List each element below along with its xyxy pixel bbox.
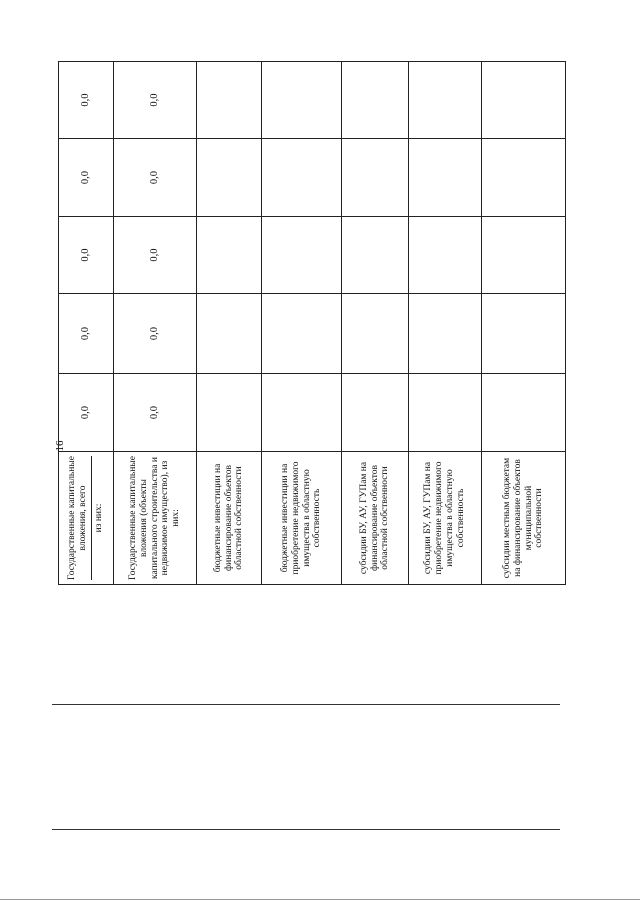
value-cell: 0,0 bbox=[114, 217, 197, 294]
value-cell bbox=[342, 374, 409, 452]
table-row bbox=[114, 62, 197, 585]
row-label: бюджетные инвестиции на приобретение недвижимого имущества в областную собственность bbox=[262, 452, 342, 585]
row-label: субсидии местным бюджетам на финансирование объектов муниципальной собственности bbox=[482, 452, 566, 585]
value-cell bbox=[262, 294, 342, 374]
value-cell bbox=[262, 139, 342, 217]
value-cell: 0,0 bbox=[114, 294, 197, 374]
table-row bbox=[342, 62, 409, 585]
value-cell bbox=[342, 217, 409, 294]
row-label: Государственные капитальные вложения (объекты капитального строительства и недвижимое имущество), из них: bbox=[114, 452, 197, 585]
value-cell: 0,0 bbox=[114, 374, 197, 452]
value-cell bbox=[197, 139, 262, 217]
page-edge-rule bbox=[0, 899, 640, 900]
value-cell bbox=[342, 62, 409, 139]
value-cell bbox=[482, 139, 566, 217]
value-cell: 0,0 bbox=[114, 62, 197, 139]
value-cell: 0,0 bbox=[59, 217, 114, 294]
row-label: субсидии БУ, АУ, ГУПам на приобретение недвижимого имущества в областную собственность bbox=[409, 452, 482, 585]
page-number: 16 bbox=[54, 440, 66, 452]
value-cell bbox=[262, 62, 342, 139]
value-cell: 0,0 bbox=[59, 62, 114, 139]
row-label-text: Государственные капитальные вложения, всего bbox=[67, 456, 89, 580]
value-cell: 0,0 bbox=[59, 374, 114, 452]
table-row bbox=[409, 62, 482, 585]
value-cell bbox=[409, 62, 482, 139]
value-cell bbox=[409, 217, 482, 294]
capital-investments-table bbox=[58, 61, 566, 585]
horizontal-rule bbox=[52, 829, 560, 830]
value-cell bbox=[197, 374, 262, 452]
row-sublabel: из них: bbox=[91, 456, 105, 580]
value-cell bbox=[482, 294, 566, 374]
value-cell bbox=[262, 217, 342, 294]
horizontal-rule bbox=[52, 704, 560, 705]
row-label bbox=[59, 452, 114, 585]
value-cell bbox=[482, 62, 566, 139]
value-cell bbox=[409, 294, 482, 374]
table-row bbox=[482, 62, 566, 585]
capital-investments-table-wrapper bbox=[58, 62, 565, 585]
value-cell: 0,0 bbox=[59, 139, 114, 217]
value-cell bbox=[197, 62, 262, 139]
table-row bbox=[197, 62, 262, 585]
value-cell bbox=[262, 374, 342, 452]
table-row bbox=[59, 62, 114, 585]
row-label: субсидии БУ, АУ, ГУПам на финансирование объектов областной собственности bbox=[342, 452, 409, 585]
value-cell bbox=[482, 217, 566, 294]
value-cell bbox=[197, 217, 262, 294]
value-cell bbox=[342, 139, 409, 217]
table-row bbox=[262, 62, 342, 585]
row-label: бюджетные инвестиции на финансирование объектов областной собственности bbox=[197, 452, 262, 585]
value-cell bbox=[197, 294, 262, 374]
value-cell bbox=[409, 139, 482, 217]
value-cell: 0,0 bbox=[59, 294, 114, 374]
value-cell: 0,0 bbox=[114, 139, 197, 217]
value-cell bbox=[342, 294, 409, 374]
value-cell bbox=[409, 374, 482, 452]
value-cell bbox=[482, 374, 566, 452]
